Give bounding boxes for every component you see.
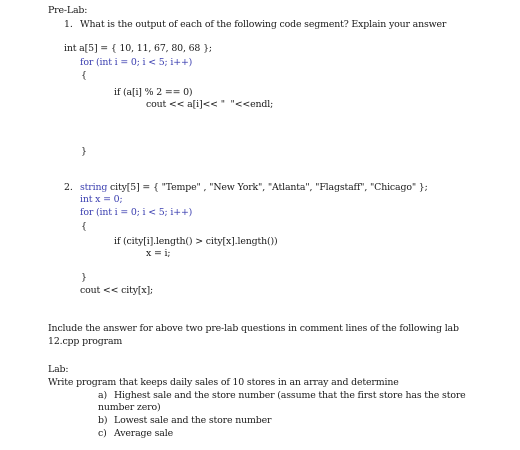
list-item-highest-sale: Highest sale and the store number (assume that the first store has the store xyxy=(114,390,466,401)
q2-code-line-4: { xyxy=(81,221,87,232)
q2-code-line-6: x = i; xyxy=(146,248,171,259)
prelab-heading: Pre-Lab: xyxy=(48,5,88,16)
q2-code-line-1 xyxy=(80,182,428,194)
list-item-average-sale: Average sale xyxy=(114,428,173,439)
q2-number: 2. xyxy=(64,182,73,193)
list-item-marker-a: a) xyxy=(98,390,107,401)
lab-heading: Lab: xyxy=(48,364,69,375)
list-item-lowest-sale: Lowest sale and the store number xyxy=(114,415,272,426)
q2-city-array: city[5] = { "Tempe" , "New York", "Atlanta", "Flagstaff", "Chicago" }; xyxy=(107,182,428,193)
list-item-marker-c: c) xyxy=(98,428,107,439)
list-item-highest-sale-cont: number zero) xyxy=(98,402,161,413)
q2-code-line-8: cout << city[x]; xyxy=(80,285,154,296)
q2-code-line-5: if (city[i].length() > city[x].length()) xyxy=(114,236,278,247)
q1-text: What is the output of each of the following code segment? Explain your answer xyxy=(80,19,447,30)
q2-code-line-3: for (int i = 0; i < 5; i++) xyxy=(80,207,193,218)
q1-code-line-2: for (int i = 0; i < 5; i++) xyxy=(80,57,193,68)
list-item-marker-b: b) xyxy=(98,415,108,426)
q1-code-line-4: if (a[i] % 2 == 0) xyxy=(114,87,193,98)
include-note-line-1: Include the answer for above two pre-lab questions in comment lines of the following lab xyxy=(48,323,459,334)
q2-code-line-2: int x = 0; xyxy=(80,194,123,205)
q1-code-line-5: cout << a[i]<< " "<<endl; xyxy=(146,99,274,110)
lab-intro: Write program that keeps daily sales of 10 stores in an array and determine xyxy=(48,377,399,388)
q1-number: 1. xyxy=(64,19,73,30)
q1-code-line-3: { xyxy=(81,70,87,81)
include-note-line-2: 12.cpp program xyxy=(48,336,123,347)
q1-code-line-6: } xyxy=(81,146,87,157)
q2-string-keyword: string xyxy=(80,182,108,193)
q1-code-line-1: int a[5] = { 10, 11, 67, 80, 68 }; xyxy=(64,43,212,54)
q2-code-line-7: } xyxy=(81,272,87,283)
